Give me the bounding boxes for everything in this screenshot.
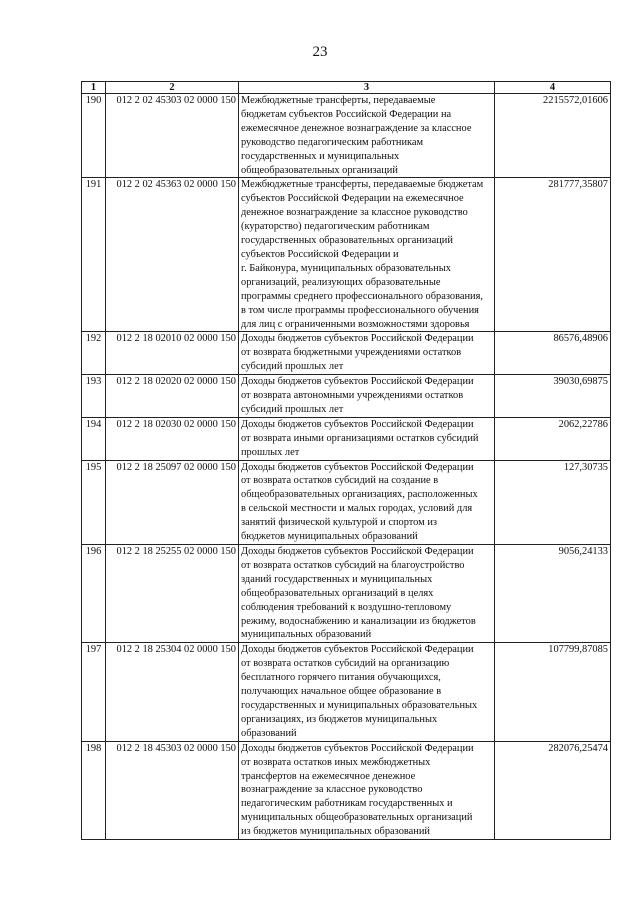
- table-row: [82, 545, 611, 643]
- revenue-name: Доходы бюджетов субъектов Российской Федерации от возврата остатков иных межбюджетных трансфертов на ежемесячное денежное вознаграждение за классное руководство педагогическим работникам государственных и муниципальных общеобразовательных организаций из бюджетов муниципальных образований: [239, 741, 495, 839]
- table-row: [82, 643, 611, 741]
- budget-code: 012 2 02 45363 02 0000 150: [106, 178, 239, 332]
- amount: 282076,25474: [495, 741, 611, 839]
- table-row: [82, 375, 611, 418]
- revenue-name: Доходы бюджетов субъектов Российской Федерации от возврата иными организациями остатков субсидий прошлых лет: [239, 417, 495, 460]
- table-row: [82, 741, 611, 839]
- revenue-name: Межбюджетные трансферты, передаваемые бюджетам субъектов Российской Федерации на ежемесячное денежное вознаграждение за классное руководство (кураторство) педагогическим работникам государственных образовательных организаций субъектов Российской Федерации и г. Байконура, муниципальных образовательных организаций, реализующих образовательные программы среднего профессионального образования, в том числе программы профессионального обучения для лиц с ограниченными возможностями здоровья: [239, 178, 495, 332]
- row-number: 195: [82, 460, 106, 544]
- budget-code: 012 2 18 02020 02 0000 150: [106, 375, 239, 418]
- amount: 127,30735: [495, 460, 611, 544]
- header-col-name: 3: [239, 82, 495, 94]
- amount: 86576,48906: [495, 332, 611, 375]
- row-number: 197: [82, 643, 106, 741]
- page-number: 23: [312, 44, 328, 60]
- row-number: 198: [82, 741, 106, 839]
- row-number: 196: [82, 545, 106, 643]
- budget-code: 012 2 18 25304 02 0000 150: [106, 643, 239, 741]
- table-row: [82, 417, 611, 460]
- table-row: [82, 332, 611, 375]
- row-number: 193: [82, 375, 106, 418]
- budget-revenue-table: [81, 81, 611, 840]
- budget-code: 012 2 02 45303 02 0000 150: [106, 94, 239, 178]
- header-col-number: 1: [82, 82, 106, 94]
- budget-code: 012 2 18 02010 02 0000 150: [106, 332, 239, 375]
- amount: 9056,24133: [495, 545, 611, 643]
- revenue-name: Доходы бюджетов субъектов Российской Федерации от возврата остатков субсидий на создание в общеобразовательных организациях, расположенных в сельской местности и малых городах, условий для занятий физической культурой и спортом из бюджетов муниципальных образований: [239, 460, 495, 544]
- amount: 2062,22786: [495, 417, 611, 460]
- revenue-name: Доходы бюджетов субъектов Российской Федерации от возврата остатков субсидий на организацию бесплатного горячего питания обучающихся, получающих начальное общее образование в государственных и муниципальных образовательных организациях, из бюджетов муниципальных образований: [239, 643, 495, 741]
- revenue-name: Доходы бюджетов субъектов Российской Федерации от возврата остатков субсидий на благоустройство зданий государственных и муниципальных общеобразовательных организаций в целях соблюдения требований к воздушно-тепловому режиму, водоснабжению и канализации из бюджетов муниципальных образований: [239, 545, 495, 643]
- row-number: 191: [82, 178, 106, 332]
- header-col-code: 2: [106, 82, 239, 94]
- table-row: [82, 460, 611, 544]
- revenue-name: Доходы бюджетов субъектов Российской Федерации от возврата бюджетными учреждениями остатков субсидий прошлых лет: [239, 332, 495, 375]
- table-row: [82, 178, 611, 332]
- amount: 281777,35807: [495, 178, 611, 332]
- amount: 107799,87085: [495, 643, 611, 741]
- budget-code: 012 2 18 02030 02 0000 150: [106, 417, 239, 460]
- revenue-name: Доходы бюджетов субъектов Российской Федерации от возврата автономными учреждениями остатков субсидий прошлых лет: [239, 375, 495, 418]
- budget-code: 012 2 18 25255 02 0000 150: [106, 545, 239, 643]
- row-number: 190: [82, 94, 106, 178]
- row-number: 192: [82, 332, 106, 375]
- budget-code: 012 2 18 25097 02 0000 150: [106, 460, 239, 544]
- amount: 2215572,01606: [495, 94, 611, 178]
- table-row: [82, 94, 611, 178]
- row-number: 194: [82, 417, 106, 460]
- amount: 39030,69875: [495, 375, 611, 418]
- budget-code: 012 2 18 45303 02 0000 150: [106, 741, 239, 839]
- header-col-amount: 4: [495, 82, 611, 94]
- revenue-name: Межбюджетные трансферты, передаваемые бюджетам субъектов Российской Федерации на ежемесячное денежное вознаграждение за классное руководство педагогическим работникам государственных и муниципальных общеобразовательных организаций: [239, 94, 495, 178]
- table-header-row: [82, 82, 611, 94]
